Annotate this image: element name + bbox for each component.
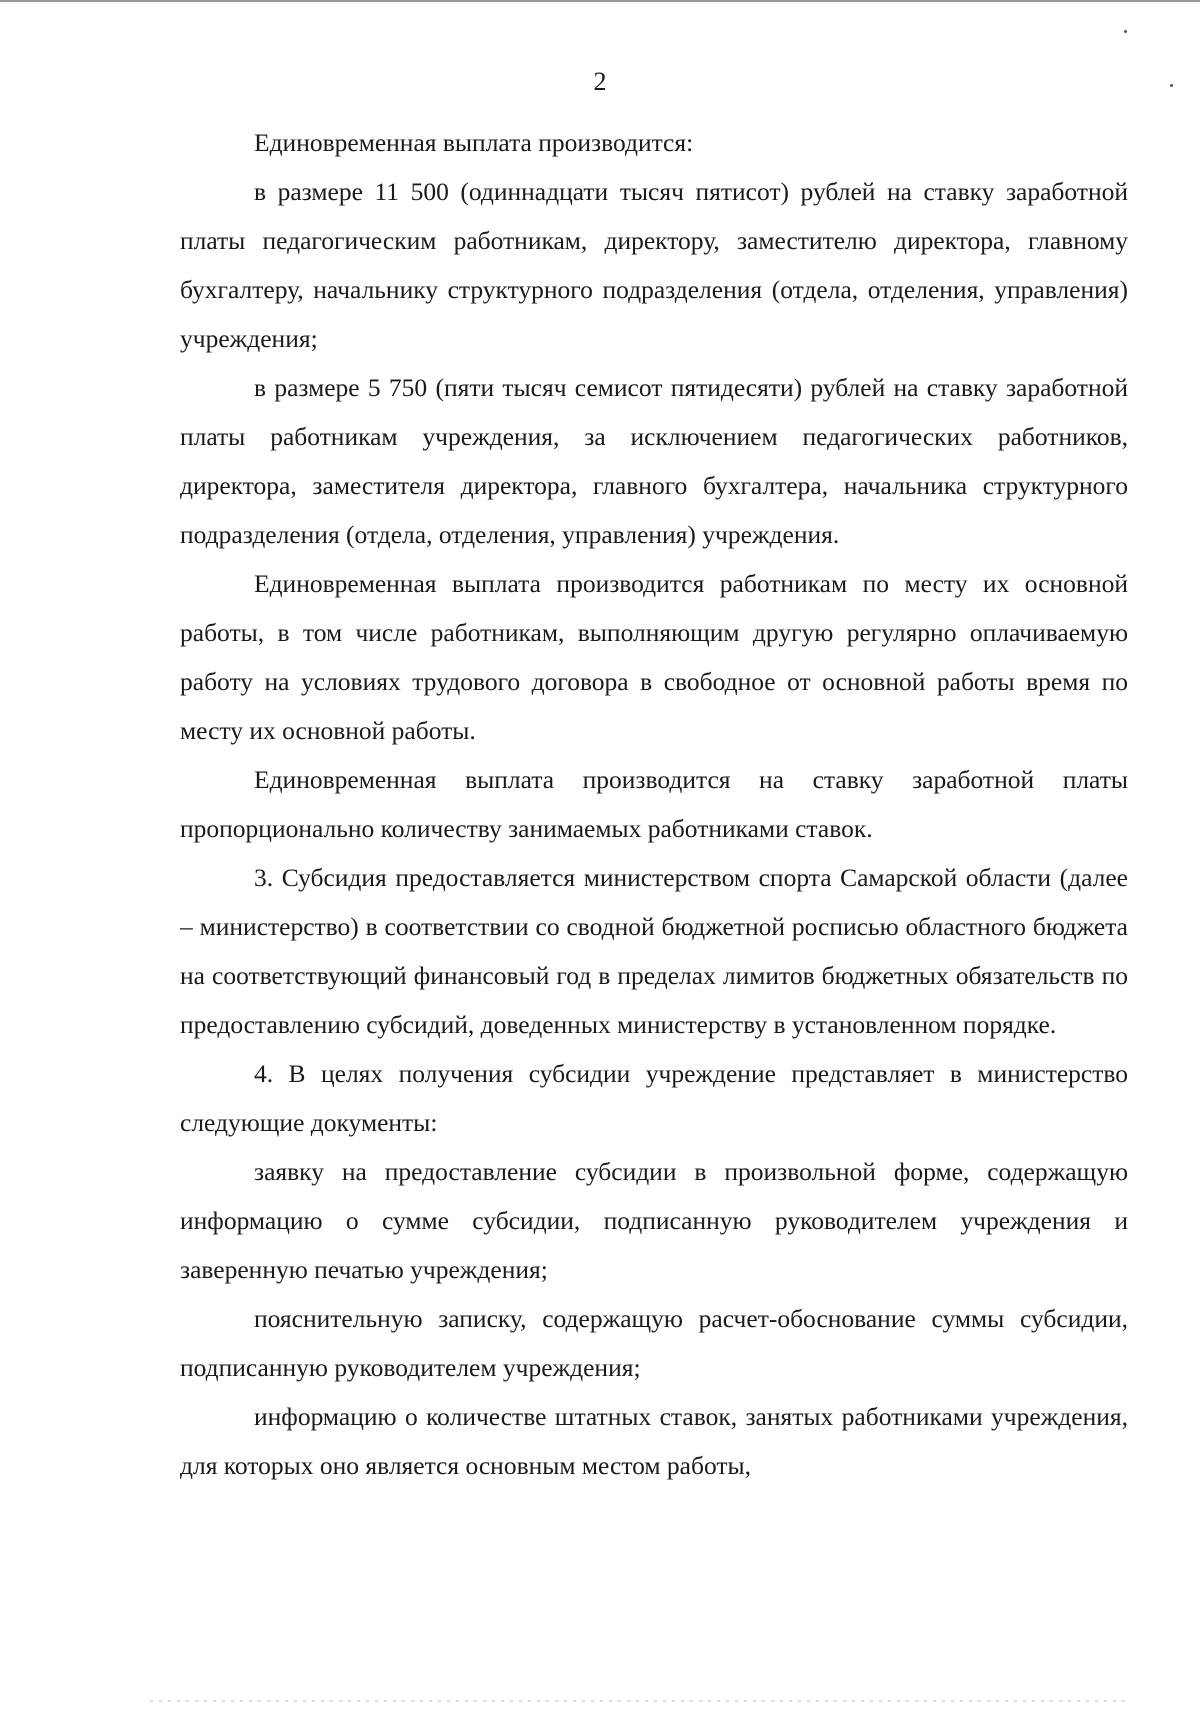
scan-bottom-edge <box>150 1700 1130 1702</box>
scan-top-edge <box>0 0 1200 2</box>
paragraph-payment-intro: Единовременная выплата производится: <box>254 128 694 157</box>
paragraph-clause-3: 3. Субсидия предоставляется министерством спорта Самарской области (далее – министерство) в соответствии со сводной бюджетной росписью областного бюджета на соответствующий финансовый год в пределах лимитов бюджетных обязательств по предоставлению субсидий, доведенных министерству в установленном порядке. <box>180 863 1128 1039</box>
paragraph-payment-11500: в размере 11 500 (одиннадцати тысяч пятисот) рублей на ставку заработной платы педагогическим работникам, директору, заместителю директора, главному бухгалтеру, начальнику структурного подразделения (отдела, отделения, управления) учреждения; <box>180 177 1128 353</box>
paragraph-application: заявку на предоставление субсидии в произвольной форме, содержащую информацию о сумме субсидии, подписанную руководителем учреждения и заверенную печатью учреждения; <box>180 1157 1128 1284</box>
paragraph-explanatory-note: пояснительную записку, содержащую расчет-обоснование суммы субсидии, подписанную руководителем учреждения; <box>180 1304 1128 1382</box>
paragraph-payment-rate: Единовременная выплата производится на ставку заработной платы пропорционально количеству занимаемых работниками ставок. <box>180 765 1128 843</box>
paragraph-staff-info: информацию о количестве штатных ставок, занятых работниками учреждения, для которых оно является основным местом работы, <box>180 1402 1128 1480</box>
page-number: 2 <box>593 67 607 96</box>
paragraph-clause-4: 4. В целях получения субсидии учреждение представляет в министерство следующие документы: <box>180 1059 1128 1137</box>
scan-speck <box>1124 30 1127 33</box>
scan-speck <box>1170 84 1173 87</box>
paragraph-payment-5750: в размере 5 750 (пяти тысяч семисот пятидесяти) рублей на ставку заработной платы работникам учреждения, за исключением педагогических работников, директора, заместителя директора, главного бухгалтера, начальника структурного подразделения (отдела, отделения, управления) учреждения. <box>180 373 1128 549</box>
paragraph-payment-place: Единовременная выплата производится работникам по месту их основной работы, в том числе работникам, выполняющим другую регулярно оплачиваемую работу на условиях трудового договора в свободное от основной работы время по месту их основной работы. <box>180 569 1128 745</box>
document-body <box>180 118 1128 1490</box>
